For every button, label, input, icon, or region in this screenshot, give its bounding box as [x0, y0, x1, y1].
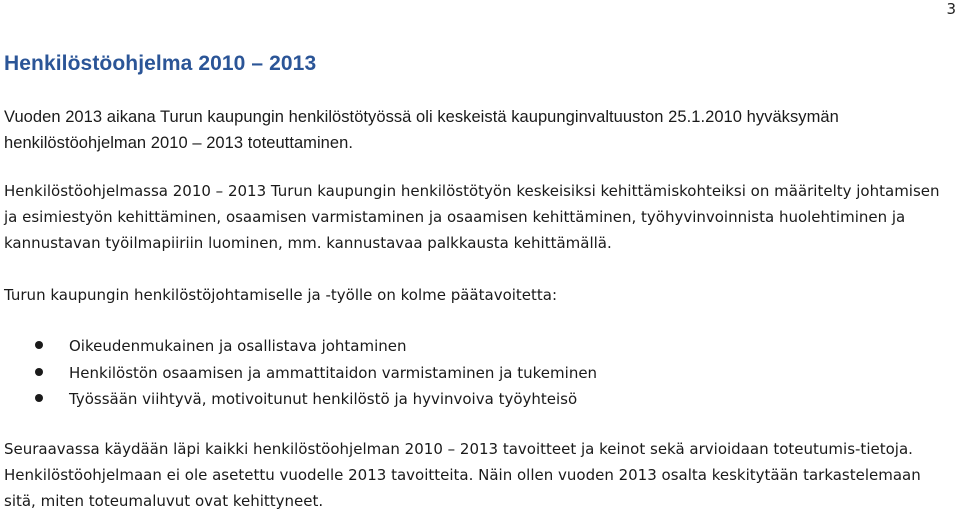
goal-text: Työssään viihtyvä, motivoitunut henkilöstö ja hyvinvoiva työyhteisö: [69, 390, 578, 408]
conclusion-paragraph: Seuraavassa käydään läpi kaikki henkilöstöohjelman 2010 – 2013 tavoitteet ja keinot sekä arvioidaan toteutumis-tietoja. Henkilöstöohjelmaan ei ole asetettu vuodelle 2013 tavoitteita. Näin ollen vuoden 2013 osalta keskitytään tarkastelemaan sitä, miten toteumaluvut ovat kehittyneet.: [4, 440, 921, 510]
list-item: [0, 333, 597, 360]
bullet-icon: [35, 394, 43, 402]
page-number: 3: [946, 0, 956, 18]
page-title: Henkilöstöohjelma 2010 – 2013: [4, 52, 317, 75]
goals-intro-paragraph: Turun kaupungin henkilöstöjohtamiselle ja -työlle on kolme päätavoitetta:: [4, 286, 558, 304]
focus-areas-paragraph: Henkilöstöohjelmassa 2010 – 2013 Turun kaupungin henkilöstötyön keskeisiksi kehittämiskohteiksi on määritelty johtamisen ja esimiestyön kehittäminen, osaamisen varmistaminen ja osaamisen kehittäminen, työhyvinvoinnista huolehtiminen ja kannustavan työilmapiiriin luominen, mm. kannustavaa palkkausta kehittämällä.: [4, 182, 940, 252]
list-item: [0, 386, 597, 413]
goal-text: Henkilöstön osaamisen ja ammattitaidon varmistaminen ja tukeminen: [69, 363, 598, 382]
intro-paragraph: Vuoden 2013 aikana Turun kaupungin henkilöstötyössä oli keskeistä kaupunginvaltuuston 25.1.2010 hyväksymän henkilöstöohjelman 2010 – 2013 toteuttaminen.: [4, 108, 839, 152]
list-item: [0, 360, 597, 387]
bullet-icon: [35, 368, 43, 376]
goal-text: Oikeudenmukainen ja osallistava johtaminen: [69, 337, 407, 355]
bullet-icon: [35, 341, 43, 349]
goals-list: [0, 333, 597, 413]
